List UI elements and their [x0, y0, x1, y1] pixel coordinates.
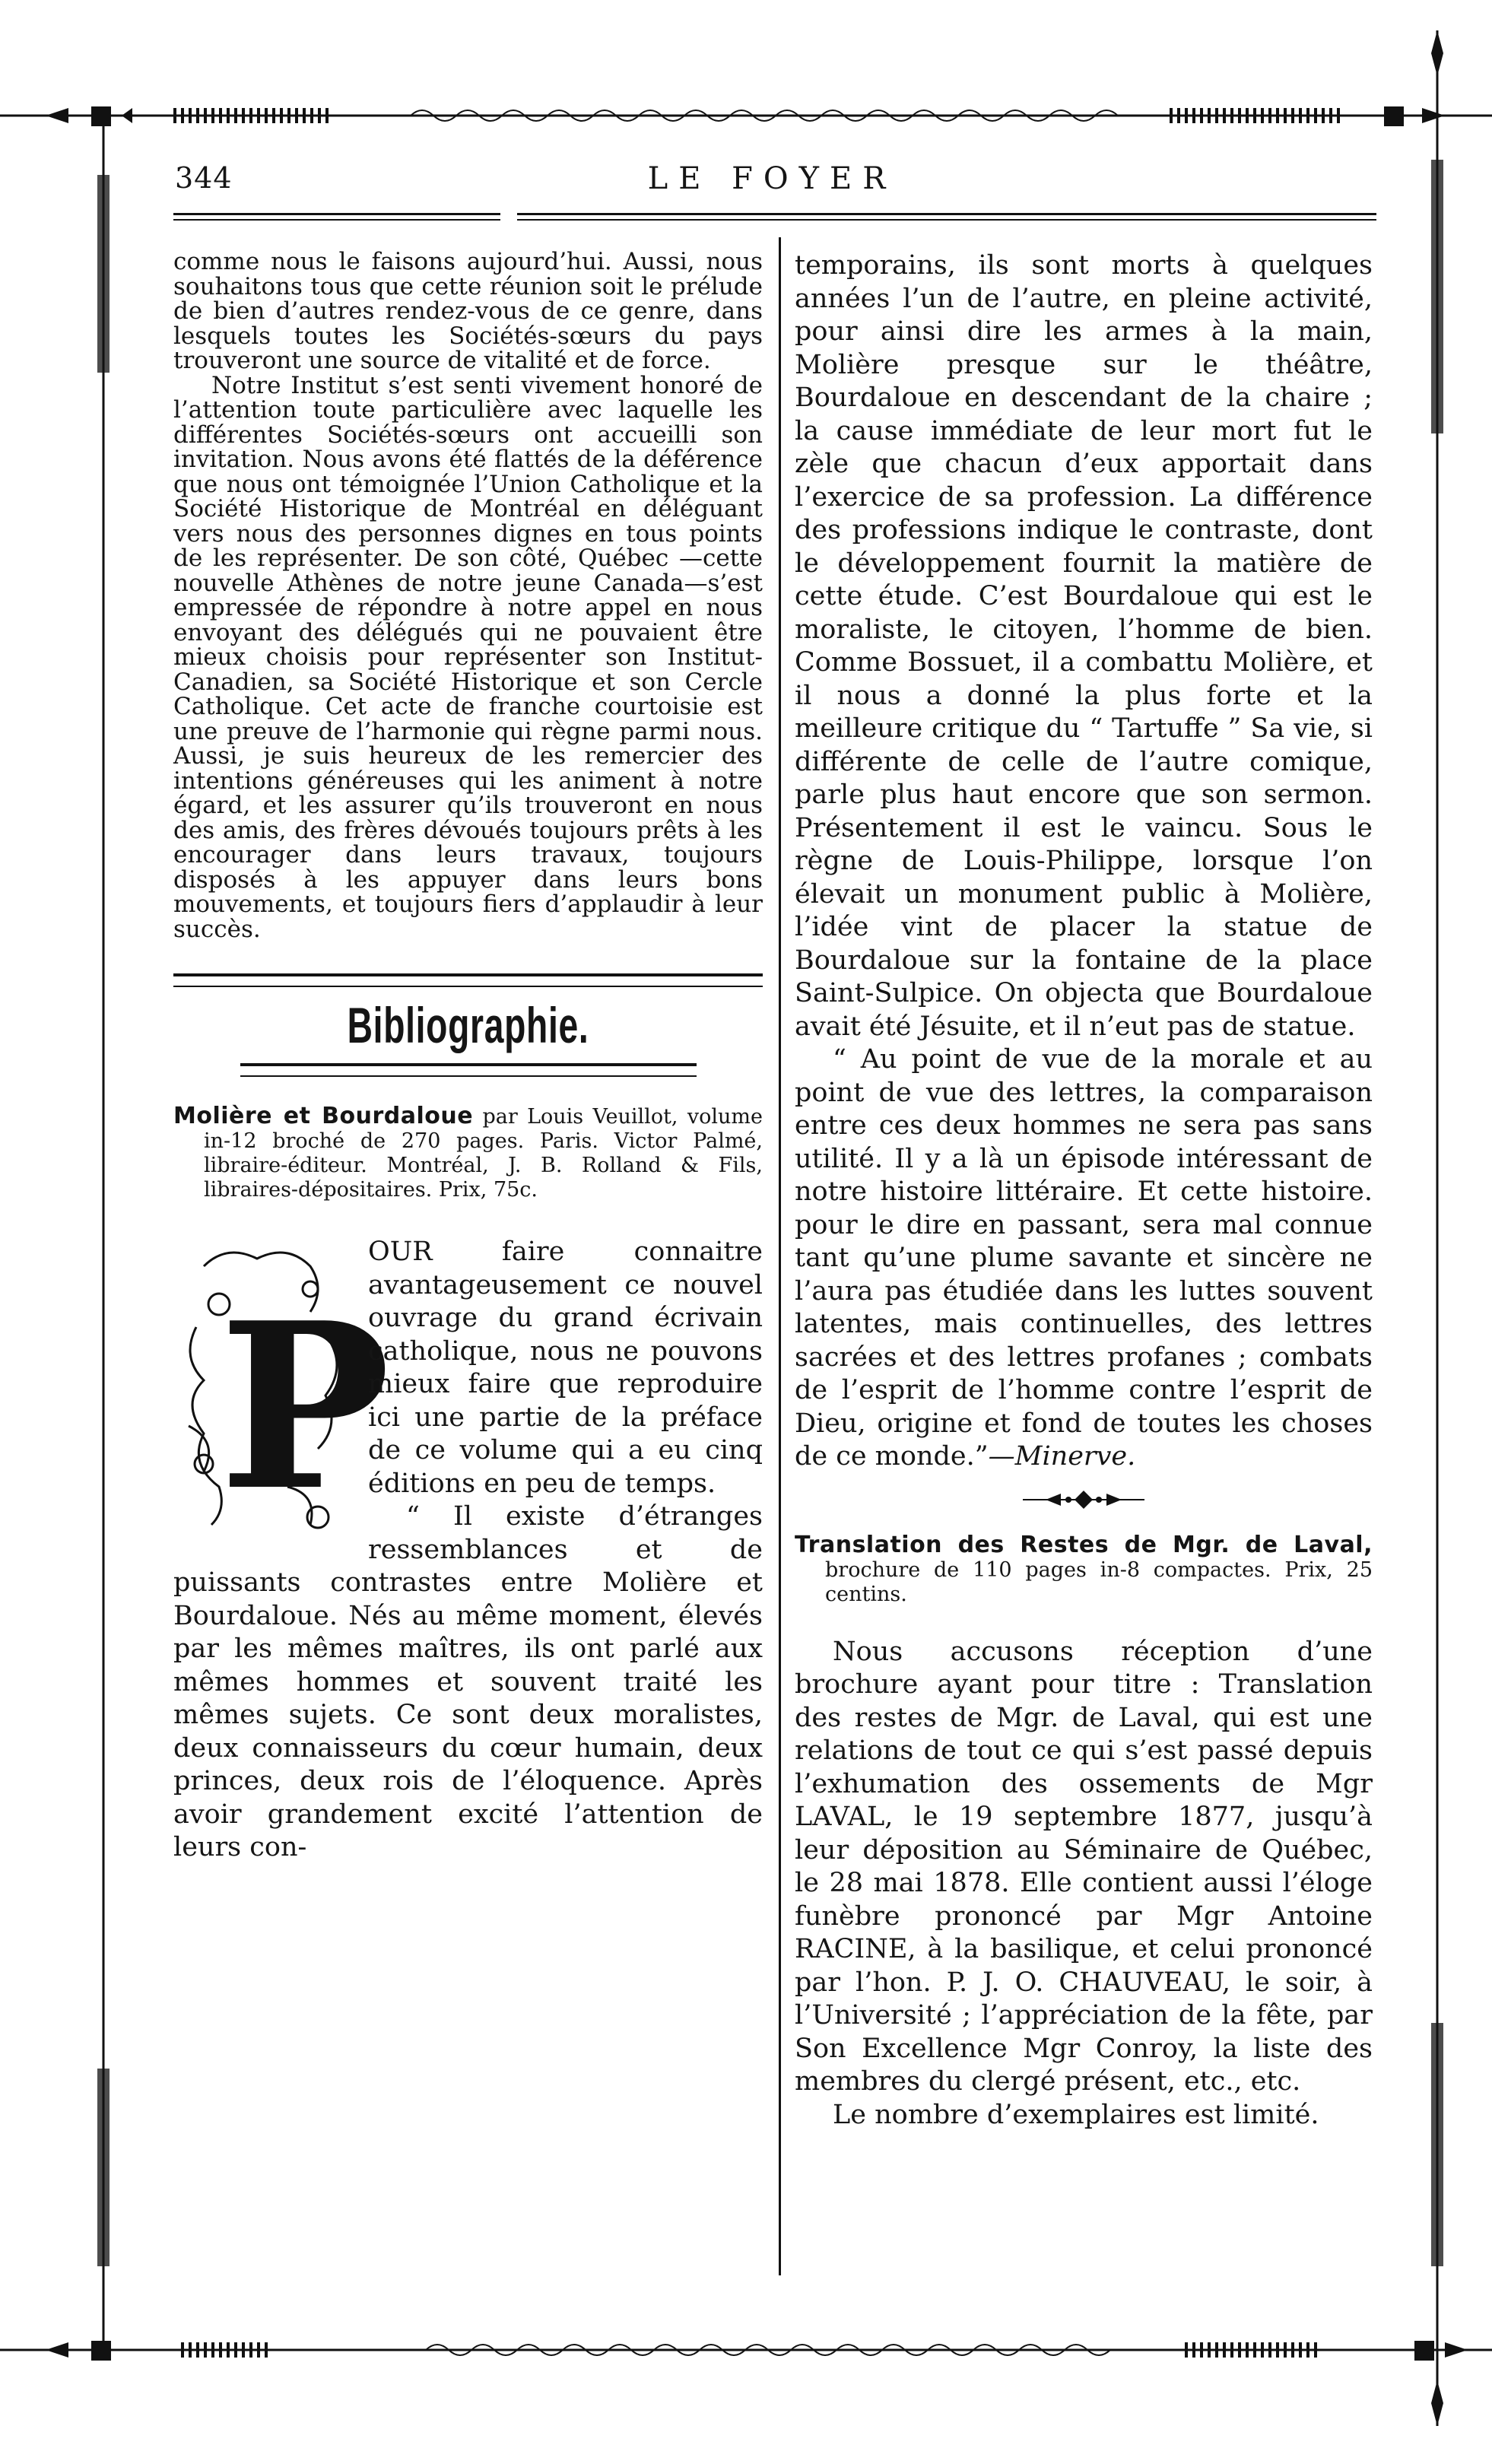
review-intro-paragraph: OUR faire connaitre avantageusement ce nouvel ouvrage du grand écrivain catholique, nous ne pouvons mieux faire que reproduire ici une partie de la préface de ce volume qui a eu cinq éditions en peu de temps.: [368, 1237, 763, 1499]
review-2-paragraph-1: Nous accusons réception d’une brochure ayant pour titre : Translation des restes de Mgr. de Laval, qui est une relations de tout ce qui s’est passé depuis l’exhumation des ossements de Mgr LAVAL, le 19 septembre 1877, jusqu’à leur déposition au Séminaire de Québec, le 28 mai 1878. Elle contient aussi l’éloge funèbre prononcé par Mgr Antoine RACINE, à la basilique, et celui prononcé par l’hon. P. J. O. CHAUVEAU, le soir, à l’Université ; l’appréciation de la fête, par Son Excellence Mgr Conroy, la liste des membres du clergé présent, etc., etc.: [795, 1636, 1373, 2097]
entry-2-title: Translation des Restes de Mgr. de Laval,: [795, 1531, 1373, 1558]
header-rule-left-thin: [173, 219, 500, 221]
header-rule-right-thin: [517, 219, 1376, 221]
entry-1-details: par Louis Veuillot, volume in-12 broché de 270 pages. Paris. Victor Palmé, libraire-éditeur. Montréal, J. B. Rolland & Fils, libraires-dépositaires. Prix, 75c.: [204, 1105, 763, 1202]
section-rule-top: [173, 973, 763, 987]
left-paragraph-1: comme nous le faisons aujourd’hui. Aussi, nous souhaitons tous que cette réunion soit le prélude de bien d’autres rendez-vous de ce genre, dans lesquels toutes les Sociétés-sœurs du pays trouveront une source de vitalité et de force.: [173, 248, 763, 374]
section-rule-bottom: [240, 1063, 697, 1077]
quote-paragraph-2-text: “ Au point de vue de la morale et au point de vue des lettres, la comparaison entre ces deux hommes ne sera pas sans utilité. Il y a là un épisode intéressant de notre histoire littéraire. Et cette histoire. pour le dire en passant, sera mal connue tant qu’une plume savante et sincère ne l’aura pas étudiée dans les luttes souvent latentes, mais continuelles, des lettres sacrées et des lettres profanes ; combats de l’esprit de l’homme contre l’esprit de Dieu, origine et fond de toutes les choses de ce monde.”: [795, 1044, 1373, 1472]
entry-1-title: Molière et Bourdaloue: [173, 1103, 474, 1129]
left-border-ornament: [94, 106, 113, 2350]
quote-paragraph-1-start: “ Il existe d’étranges ressemblances et de puissants contrastes entre Molière et Bourdaloue. Nés au même moment, élevés par les mêmes maîtres, ils ont parlé aux mêmes hommes et souvent traité les mêmes sujets. Ce sont deux moralistes, deux connaisseurs du cœur humain, deux princes, deux rois de l’éloquence. Après avoir grandement excité l’attention de leurs con-: [173, 1501, 763, 1862]
top-border-ornament: [0, 91, 1492, 137]
bibliography-entry-1: [173, 1104, 763, 1202]
entry-2-details: brochure de 110 pages in-8 compactes. Prix, 25 centins.: [825, 1557, 1373, 1606]
right-border-ornament: [1428, 30, 1446, 2426]
running-title: LE FOYER: [647, 161, 897, 196]
left-paragraph-2: Notre Institut s’est senti vivement honoré de l’attention toute particulière avec laquelle les différentes Sociétés-sœurs ont accueilli son invitation. Nous avons été flattés de la déférence que nous ont témoignée l’Union Catholique et la Société Historique de Montréal en déléguant vers nous des personnes dignes en tous points de les représenter. De son côté, Québec —cette nouvelle Athènes de notre jeune Canada—s’est empressée de répondre à notre appel en nous envoyant des délégués qui ne pouvaient être mieux choisis pour représenter son Institut-Canadien, sa Société Historique et son Cercle Catholique. Cet acte de franche courtoisie est une preuve de l’harmonie qui règne parmi nous. Aussi, je suis heureux de les remercier des intentions généreuses qui les animent à notre égard, et les assurer qu’ils trouveront en nous des amis, des frères dévoués toujours prêts à les encourager dans leurs travaux, toujours disposés à les appuyer dans leurs bons mouvements, et toujours fiers d’applaudir à leur succès.: [173, 371, 763, 943]
header-rule-left: [173, 213, 500, 215]
review-2-paragraph-2: Le nombre d’exemplaires est limité.: [833, 2099, 1319, 2130]
quote-source: —Minerve.: [988, 1441, 1136, 1472]
page-number: 344: [175, 161, 233, 195]
right-column: [795, 249, 1373, 2132]
divider-ornament-icon: [795, 1484, 1373, 1515]
bibliography-entry-2: [795, 1533, 1373, 1607]
bottom-border-ornament: [0, 2327, 1492, 2373]
quote-paragraph-2: [795, 1043, 1373, 1474]
section-title: Bibliographie.: [347, 997, 589, 1053]
ornamental-initial-p-icon: [173, 1236, 391, 1555]
svg-text:P: P: [219, 1272, 391, 1541]
left-column: [173, 249, 763, 1865]
review-body: [173, 1236, 763, 1865]
column-divider: [779, 237, 781, 2275]
quote-paragraph-1-end: temporains, ils sont morts à quelques années l’un de l’autre, en pleine activité, pour ainsi dire les armes à la main, Molière presque sur le théâtre, Bourdaloue en descendant de la chaire ; la cause immédiate de leur mort fut le zèle que chacun d’eux apportait dans l’exercice de sa profession. La différence des professions indique le contraste, dont le développement fournit la matière de cette étude. C’est Bourdaloue qui est le moraliste, le citoyen, l’homme de bien. Comme Bossuet, il a combattu Molière, et il nous a donné la plus forte et la meilleure critique du “ Tartuffe ” Sa vie, si différente de celle de l’autre comique, parle plus haut encore que son sermon. Présentement il est le vaincu. Sous le règne de Louis-Philippe, lorsque l’on élevait un monument public à Molière, l’idée vint de placer la statue de Bourdaloue sur la fontaine de la place Saint-Sulpice. On objecta que Bourdaloue avait été Jésuite, et il n’eut pas de statue.: [795, 250, 1373, 1042]
header-rule-right: [517, 213, 1376, 215]
running-header: [167, 161, 1376, 207]
